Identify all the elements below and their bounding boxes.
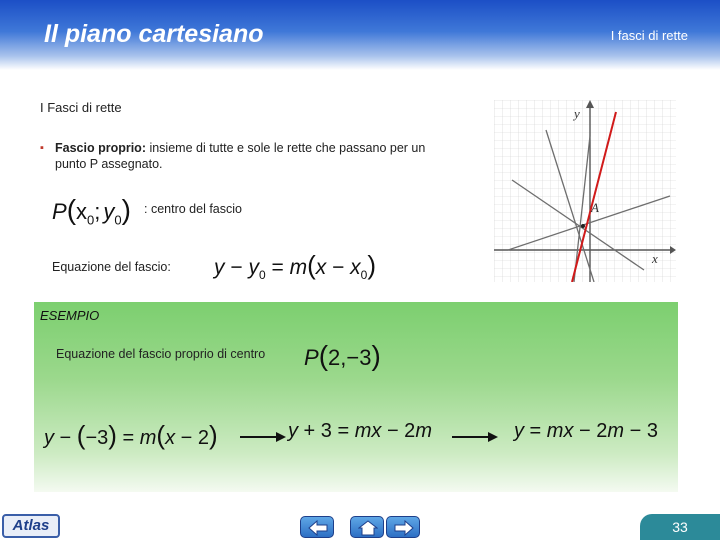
example-step-3: y = mx − 2m − 3 [514, 420, 658, 442]
home-button[interactable] [350, 516, 384, 538]
bullet-description: insieme di tutte e sole le rette che passano per un punto P assegnato. [55, 141, 426, 171]
example-title: ESEMPIO [40, 308, 100, 323]
point-a-label: A [591, 200, 599, 215]
next-slide-button[interactable] [386, 516, 420, 538]
slide-subtitle: I fasci di rette [610, 28, 688, 43]
bullet-text [55, 140, 455, 172]
bullet-term: Fascio proprio: [55, 141, 146, 155]
example-step-2: y + 3 = mx − 2m [288, 420, 432, 442]
slide-title: Il piano cartesiano [44, 20, 264, 48]
arrow-right-icon [452, 430, 498, 444]
arrow-right-icon [240, 430, 286, 444]
previous-slide-button[interactable] [300, 516, 334, 538]
center-formula: $P(x_0$; $y_0$) [52, 194, 131, 228]
atlas-logo: Atlas [2, 514, 60, 538]
home-icon [358, 520, 378, 536]
equation-label: Equazione del fascio: [52, 260, 171, 274]
section-title: I Fasci di rette [40, 100, 122, 115]
point-a [581, 224, 585, 228]
equation-formula: $y - y_0 = m(x - x_0)$ [214, 250, 377, 283]
x-axis-label: x [652, 251, 658, 266]
example-label: Equazione del fascio proprio di centro [56, 347, 266, 361]
arrow-left-icon [308, 520, 328, 536]
center-label: : centro del fascio [144, 202, 242, 216]
example-box [34, 302, 678, 492]
arrow-right-icon [394, 520, 414, 536]
example-center-point: P(2,−3) [304, 340, 381, 371]
pencil-of-lines-graph [494, 100, 676, 282]
header-bar [0, 0, 720, 70]
page-number: 33 [640, 514, 720, 540]
y-axis-label: y [574, 106, 580, 121]
bullet-icon: ▪ [40, 142, 44, 154]
example-step-1: y − (−3) = m(x − 2) [44, 420, 218, 450]
